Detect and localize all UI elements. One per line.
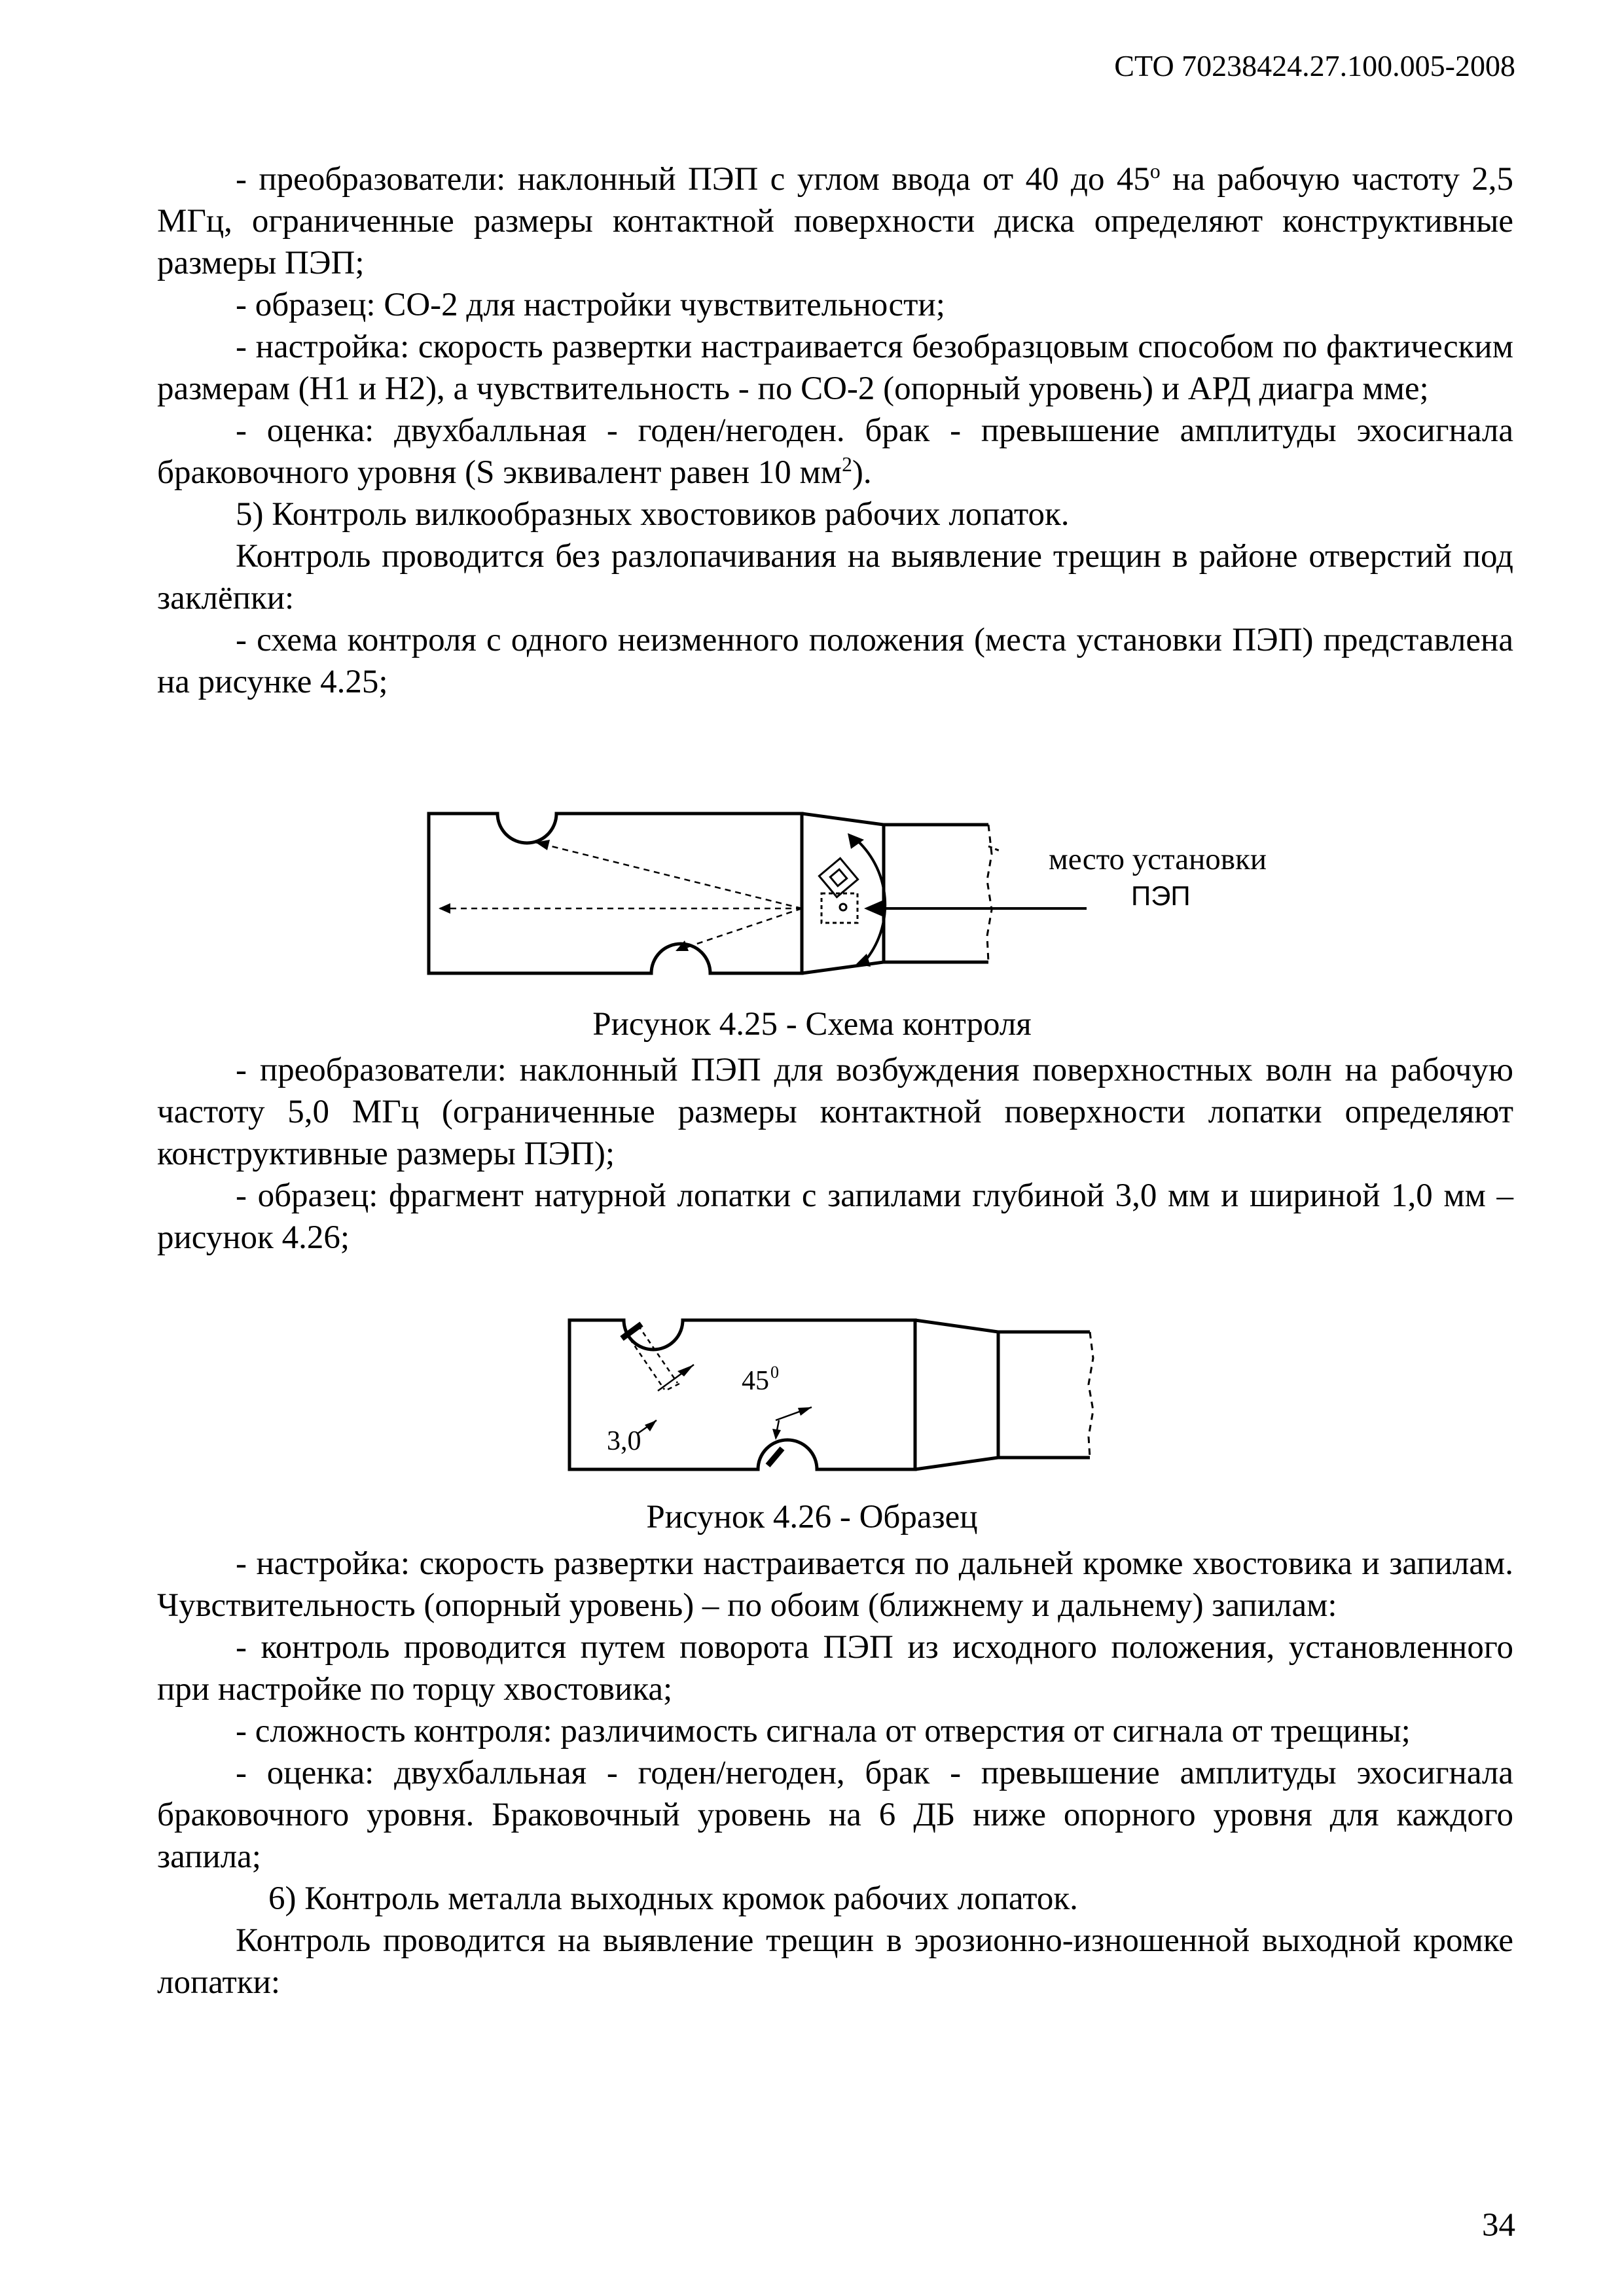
paragraph-transducers-1: - преобразователи: наклонный ПЭП с углом ввода от 40 до 45$^o$ на рабочую частоту 2,5 МГц, ограниченные размеры контактной поверхности диска определяют конструктивные размеры ПЭП; [157, 160, 1513, 281]
figure-4-26-caption: Рисунок 4.26 - Образец [646, 1499, 978, 1535]
paragraph-setup-1: - настройка: скорость развертки настраивается безобразцовым способом по фактическим размерам (Н1 и Н2), а чувствительность - по СО-2 (опорный уровень) и АРД диагра мме; [157, 329, 1513, 407]
figure-4-26-sample [560, 1306, 1136, 1482]
figure-4-25-caption: Рисунок 4.25 - Схема контроля [592, 1006, 1032, 1043]
paragraph-assessment-1: - оценка: двухбалльная - годен/негоден. брак - превышение амплитуды эхосигнала браковочного уровня (S эквивалент равен 10 $мм^2$). [157, 412, 1513, 491]
paragraph-procedure: - контроль проводится путем поворота ПЭП из исходного положения, установленного при настройке по торцу хвостовика; [157, 1629, 1513, 1708]
paragraph-control-outlet: Контроль проводится на выявление трещин в эрозионно-изношенной выходной кромке лопатки: [157, 1922, 1513, 2001]
paragraph-sample-1: - образец: СО-2 для настройки чувствительности; [236, 287, 945, 323]
figure-4-26-angle-label: 45 [742, 1366, 769, 1396]
text-block-middle [157, 1049, 1513, 1259]
figure-4-26-angle-sup: 0 [770, 1363, 779, 1382]
text-block-top [157, 158, 1513, 703]
document-code-header: СТО 70238424.27.100.005-2008 [1114, 49, 1515, 82]
paragraph-transducers-2: - преобразователи: наклонный ПЭП для возбуждения поверхностных волн на рабочую частоту 5,0 МГц (ограниченные размеры контактной поверхности лопатки определяют конструктивные размеры ПЭП); [157, 1052, 1513, 1172]
paragraph-heading-6: 6) Контроль металла выходных кромок рабочих лопаток. [268, 1880, 1078, 1917]
text-block-bottom [157, 1543, 1513, 2003]
figure-4-26-depth-label: 3,0 [607, 1426, 641, 1456]
figure-4-25-label-place: место установки [1049, 842, 1267, 876]
paragraph-setup-2: - настройка: скорость развертки настраивается по дальней кромке хвостовика и запилам. Чувствительность (опорный уровень) – по обоим (ближнему и дальнему) запилам: [157, 1545, 1513, 1624]
paragraph-control-intro: Контроль проводится без разлопачивания на выявление трещин в районе отверстий под заклёпки: [157, 538, 1513, 617]
figure-4-25-scheme [419, 802, 1322, 992]
paragraph-heading-5: 5) Контроль вилкообразных хвостовиков рабочих лопаток. [236, 496, 1070, 533]
paragraph-complexity: - сложность контроля: различимость сигнала от отверстия от сигнала от трещины; [236, 1713, 1411, 1749]
figure-4-25-label-probe: ПЭП [1131, 880, 1191, 911]
paragraph-sample-2: - образец: фрагмент натурной лопатки с запилами глубиной 3,0 мм и шириной 1,0 мм – рисунок 4.26; [157, 1177, 1513, 1256]
page-number: 34 [1482, 2207, 1515, 2244]
paragraph-scheme: - схема контроля с одного неизменного положения (места установки ПЭП) представлена на рисунке 4.25; [157, 622, 1513, 700]
paragraph-assessment-2: - оценка: двухбалльная - годен/негоден, брак - превышение амплитуды эхосигнала браковочного уровня. Браковочный уровень на 6 ДБ ниже опорного уровня для каждого запила; [157, 1755, 1513, 1875]
